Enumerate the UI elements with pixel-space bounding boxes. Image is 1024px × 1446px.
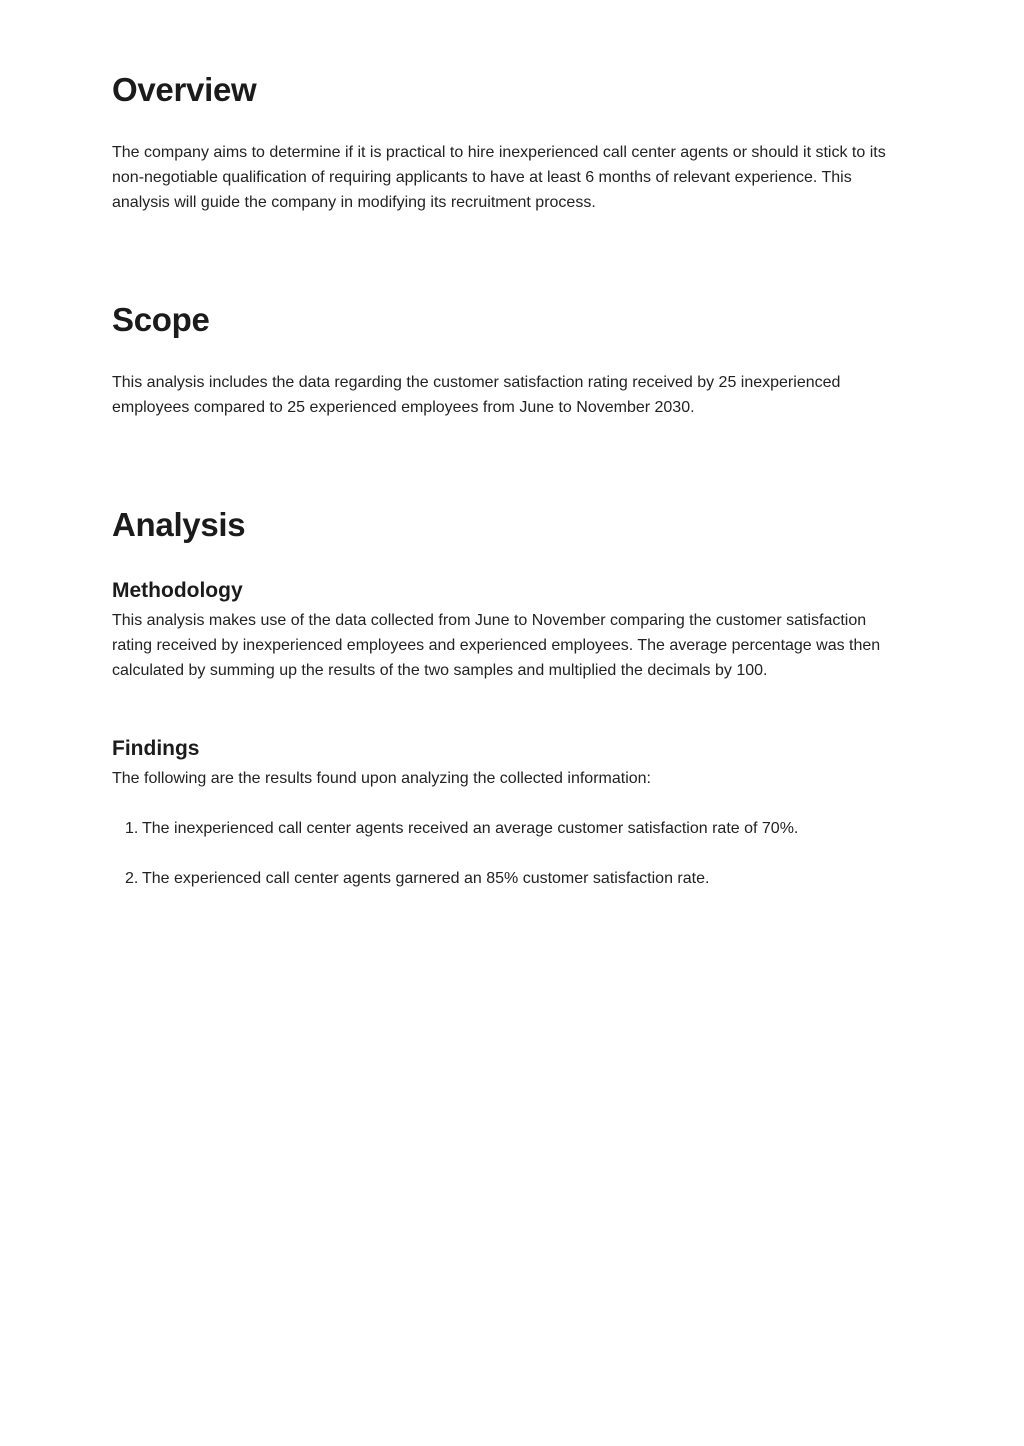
findings-list-item <box>112 866 897 891</box>
analysis-heading: Analysis <box>112 506 246 543</box>
overview-paragraph: The company aims to determine if it is practical to hire inexperienced call center agents or should it stick to its non-negotiable qualification of requiring applicants to have at least 6 months of relevant experience. This analysis will guide the company in modifying its recruitment process. <box>112 144 886 211</box>
list-item-text: The inexperienced call center agents received an average customer satisfaction rate of 70%. <box>142 820 799 837</box>
scope-paragraph: This analysis includes the data regarding the customer satisfaction rating received by 25 inexperienced employees compared to 25 experienced employees from June to November 2030. <box>112 374 841 416</box>
list-item-text: The experienced call center agents garnered an 85% customer satisfaction rate. <box>142 870 710 887</box>
findings-list-item <box>112 816 897 841</box>
findings-intro: The following are the results found upon analyzing the collected information: <box>112 770 651 787</box>
overview-heading: Overview <box>112 71 257 108</box>
scope-heading: Scope <box>112 301 210 338</box>
findings-heading: Findings <box>112 737 200 760</box>
methodology-heading: Methodology <box>112 579 243 602</box>
list-item-number: 1. <box>125 820 139 837</box>
list-item-number: 2. <box>125 870 139 887</box>
methodology-paragraph: This analysis makes use of the data collected from June to November comparing the customer satisfaction rating received by inexperienced employees and experienced employees. The average percentage was then calculated by summing up the results of the two samples and multiplied the decimals by 100. <box>112 612 881 679</box>
findings-list <box>112 816 897 916</box>
